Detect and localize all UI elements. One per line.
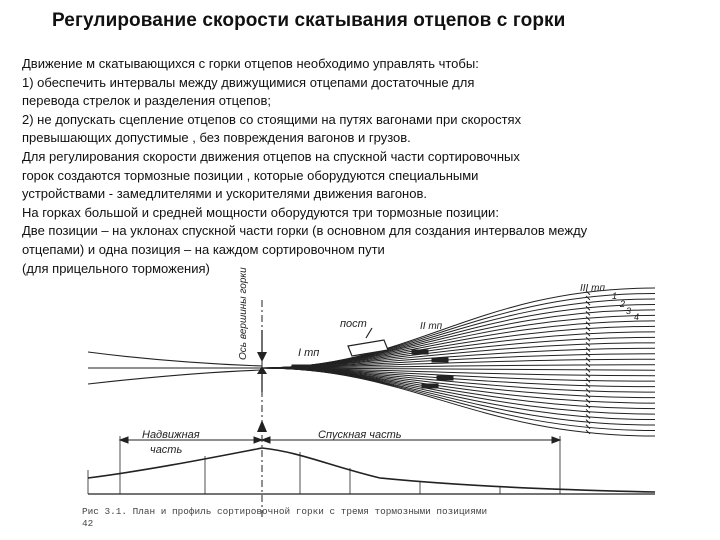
- braking-position-3-marker: [586, 430, 590, 434]
- push-part-label-2: часть: [150, 444, 183, 456]
- sorting-tracks-fan: [262, 288, 655, 436]
- body-line: устройствами - замедлителями и ускорителями движения вагонов.: [22, 186, 427, 202]
- body-line: (для прицельного торможения): [22, 260, 210, 276]
- body-line: горок создаются тормозные позиции , которые оборудуются специальными: [22, 167, 479, 183]
- braking-position-3-label: III тп: [580, 283, 605, 294]
- figure-caption: Рис 3.1. План и профиль сортировочной горки с тремя тормозными позициями: [82, 506, 488, 517]
- braking-position-marker: [314, 367, 330, 371]
- hump-axis: [257, 300, 267, 520]
- braking-position-3-marker: [586, 296, 590, 300]
- track-number-3: 3: [626, 306, 632, 316]
- approach-tracks: [88, 352, 262, 384]
- hump-axis-label: Ось вершины горки: [238, 267, 249, 360]
- braking-position-marker: [412, 350, 428, 354]
- push-part-label: Надвижная: [142, 429, 200, 441]
- body-line: перевода стрелок и разделения отцепов;: [22, 93, 271, 109]
- slide-title: Регулирование скорости скатывания отцепов с горки: [52, 10, 566, 31]
- body-line: Для регулирования скорости движения отцепов на спускной части сортировочных: [22, 148, 520, 164]
- braking-position-marker: [437, 376, 453, 380]
- braking-position-marker: [422, 384, 438, 388]
- sorting-track: [262, 293, 655, 368]
- sorting-track: [262, 368, 655, 431]
- hump-axis-arrow-down: [257, 352, 267, 362]
- page-number: 42: [82, 518, 94, 529]
- body-line: превышающих допустимые , без повреждения вагонов и грузов.: [22, 130, 411, 146]
- braking-position-marker: [292, 365, 308, 369]
- hump-axis-arrow-profile: [257, 420, 267, 432]
- body-line: Движение м скатывающихся с горки отцепов необходимо управлять чтобы:: [22, 56, 479, 71]
- body-line: отцепами) и одна позиция – на каждом сортировочном пути: [22, 241, 385, 257]
- track-number-4: 4: [634, 312, 640, 322]
- braking-position-marker: [432, 358, 448, 362]
- braking-position-2-label: II тп: [420, 321, 443, 332]
- post-label: пост: [340, 318, 367, 330]
- braking-position-1-label: I тп: [298, 347, 320, 359]
- body-line: Две позиции – на уклонах спускной части горки (в основном для создания интервалов между: [22, 223, 588, 239]
- body-line: 2) не допускать сцепление отцепов со стоящими на путях вагонами при скоростях: [22, 111, 522, 127]
- sorting-track: [262, 304, 655, 368]
- body-line: На горках большой и средней мощности оборудуются три тормозные позиции:: [22, 204, 499, 220]
- track-number-1: 1: [612, 291, 618, 301]
- track-number-2: 2: [620, 299, 626, 309]
- body-line: 1) обеспечить интервалы между движущимися отцепами достаточные для: [22, 74, 475, 90]
- descent-part-label: Спускная часть: [318, 429, 402, 441]
